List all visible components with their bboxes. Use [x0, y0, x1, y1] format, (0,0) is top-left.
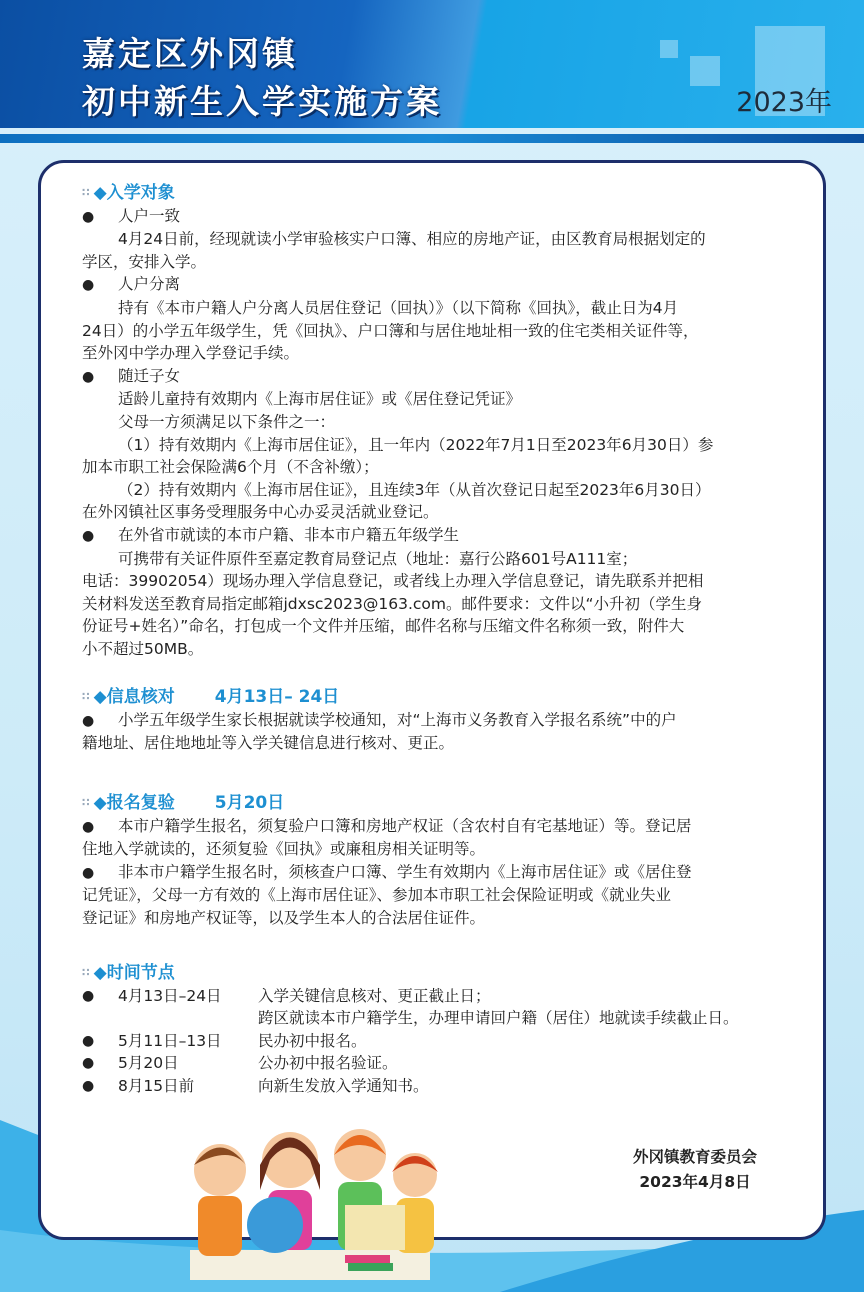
text-line [82, 251, 802, 274]
line-text: 学区，安排入学。 [82, 252, 207, 271]
line-text: 可携带有关证件原件至嘉定教育局登记点（地址：嘉行公路601号A111室； [118, 549, 638, 568]
timeline-item [82, 1052, 802, 1075]
line-text: 随迁子女 [118, 366, 181, 385]
heading-text: 报名复验 [106, 793, 175, 813]
text-line [82, 388, 802, 411]
bullet-icon: ● [82, 864, 95, 881]
text-line [82, 709, 802, 733]
text-line [82, 320, 802, 343]
bullet-icon: ● [82, 277, 95, 294]
text-line [82, 479, 802, 502]
header-banner [0, 0, 864, 128]
text-line [82, 342, 802, 365]
text-line [82, 615, 802, 638]
line-text: 小不超过50MB。 [82, 639, 204, 658]
timeline-item [82, 1030, 802, 1053]
title-line1: 嘉定区外冈镇 [82, 34, 298, 73]
section-3 [82, 792, 802, 930]
line-text: 登记证》和房地产权证等，以及学生本人的合法居住证件。 [82, 908, 486, 927]
line-text: 记凭证》，父母一方有效的《上海市居住证》、参加本市职工社会保险证明或《就业失业 [82, 886, 672, 905]
kids-illustration [170, 1110, 450, 1280]
text-line [82, 907, 802, 930]
line-text: 小学五年级学生家长根据就读学校通知，对“上海市义务教育入学报名系统”中的户 [118, 710, 677, 729]
timeline-date: 5月11日–13日 [118, 1031, 222, 1050]
line-text: 关材料发送至教育局指定邮箱jdxsc2023@163.com。邮件要求：文件以“小升初（学生身 [82, 594, 703, 613]
timeline-desc: 向新生发放入学通知书。 [258, 1076, 429, 1095]
section-heading [82, 182, 802, 205]
section-heading [82, 962, 802, 985]
timeline-item [82, 1075, 802, 1098]
timeline-date [118, 1007, 258, 1030]
line-text: 加本市职工社会保险满6个月（不含补缴）； [82, 458, 379, 477]
line-text: 4月24日前，经现就读小学审验核实户口簿、相应的房地产证，由区教育局根据划定的 [118, 230, 706, 249]
line-text: 父母一方须满足以下条件之一： [118, 412, 336, 431]
timeline-date: 8月15日前 [118, 1076, 195, 1095]
text-line [82, 273, 802, 297]
bullet-icon: ● [82, 818, 95, 835]
header-divider [0, 134, 864, 143]
diamond-icon: ◆ [93, 687, 107, 707]
diamond-icon: ◆ [93, 793, 107, 813]
text-line [82, 593, 802, 616]
line-text: 籍地址、居住地地址等入学关键信息进行核对、更正。 [82, 734, 455, 753]
timeline-desc: 公办初中报名验证。 [258, 1054, 398, 1073]
text-line [82, 524, 802, 548]
text-line [82, 861, 802, 885]
heading-text: 时间节点 [106, 963, 175, 983]
text-line [82, 638, 802, 661]
timeline-date: 4月13日–24日 [118, 986, 222, 1005]
heading-text: 入学对象 [106, 183, 175, 203]
section-1 [82, 182, 802, 660]
section-heading [82, 792, 802, 815]
text-line [82, 548, 802, 571]
bullet-icon: ● [82, 1077, 95, 1094]
signature-org: 外冈镇教育委员会 [632, 1148, 757, 1166]
bullet-icon: ● [82, 712, 95, 729]
bullet-icon: ● [82, 1055, 95, 1072]
heading-text: 信息核对 [106, 687, 175, 707]
text-line [82, 815, 802, 839]
section-heading [82, 686, 802, 709]
bullet-icon: ● [82, 208, 95, 225]
dots-icon: ∷ [82, 186, 90, 199]
text-line [82, 228, 802, 251]
diamond-icon: ◆ [93, 963, 107, 983]
bullet-icon: ● [82, 368, 95, 385]
timeline-desc: 跨区就读本市户籍学生，办理申请回户籍（居住）地就读手续截止日。 [258, 1009, 739, 1028]
line-text: 住地入学就读的，还须复验《回执》或廉租房相关证明等。 [82, 840, 486, 859]
dots-icon: ∷ [82, 966, 90, 979]
text-line [82, 732, 802, 755]
text-line [82, 838, 802, 861]
line-text: （1）持有效期内《上海市居住证》，且一年内（2022年7月1日至2023年6月30日）参 [118, 435, 714, 454]
line-text: （2）持有效期内《上海市居住证》，且连续3年（从首次登记日起至2023年6月30日） [118, 480, 711, 499]
line-text: 非本市户籍学生报名时，须核查户口簿、学生有效期内《上海市居住证》或《居住登 [118, 862, 692, 881]
section-timeline [82, 962, 802, 1098]
line-text: 本市户籍学生报名，须复验户口簿和房地产权证（含农村自有宅基地证）等。登记居 [118, 816, 692, 835]
timeline-item [82, 985, 802, 1008]
line-text: 人户一致 [118, 206, 181, 225]
title-line2: 初中新生入学实施方案 [82, 82, 442, 121]
text-line [82, 297, 802, 320]
timeline-item [82, 1007, 802, 1030]
line-text: 在外冈镇社区事务受理服务中心办妥灵活就业登记。 [82, 503, 439, 522]
bullet-icon: ● [82, 987, 95, 1004]
timeline-desc: 入学关键信息核对、更正截止日； [258, 986, 491, 1005]
decor-square [660, 40, 678, 58]
text-line [82, 205, 802, 229]
bullet-icon: ● [82, 527, 95, 544]
line-text: 在外省市就读的本市户籍、非本市户籍五年级学生 [118, 525, 460, 544]
text-line [82, 365, 802, 389]
heading-date: 5月20日 [214, 793, 285, 813]
line-text: 至外冈中学办理入学登记手续。 [82, 344, 300, 363]
text-line [82, 456, 802, 479]
line-text: 24日）的小学五年级学生，凭《回执》、户口簿和与居住地址相一致的住宅类相关证件等， [82, 321, 699, 340]
bullet-icon [82, 1007, 118, 1030]
timeline-date: 5月20日 [118, 1054, 179, 1073]
line-text: 电话：39902054）现场办理入学信息登记，或者线上办理入学信息登记，请先联系并把相 [82, 572, 704, 591]
line-text: 人户分离 [118, 275, 181, 294]
line-text: 适龄儿童持有效期内《上海市居住证》或《居住登记凭证》 [118, 390, 522, 409]
signature-date: 2023年4月8日 [639, 1173, 751, 1191]
heading-date: 4月13日– 24日 [214, 687, 340, 707]
text-line [82, 884, 802, 907]
bullet-icon: ● [82, 1032, 95, 1049]
line-text: 持有《本市户籍人户分离人员居住登记（回执）》（以下简称《回执》，截止日为4月 [118, 298, 679, 317]
dots-icon: ∷ [82, 690, 90, 703]
decor-square [690, 56, 720, 86]
year-label: 2023年 [736, 87, 832, 118]
text-line [82, 501, 802, 524]
section-2 [82, 686, 802, 755]
text-line [82, 570, 802, 593]
dots-icon: ∷ [82, 796, 90, 809]
diamond-icon: ◆ [93, 183, 107, 203]
text-line [82, 411, 802, 434]
timeline-desc: 民办初中报名。 [258, 1031, 367, 1050]
line-text: 份证号+姓名）”命名，打包成一个文件并压缩，邮件名称与压缩文件名称须一致，附件大 [82, 617, 685, 636]
text-line [82, 434, 802, 457]
